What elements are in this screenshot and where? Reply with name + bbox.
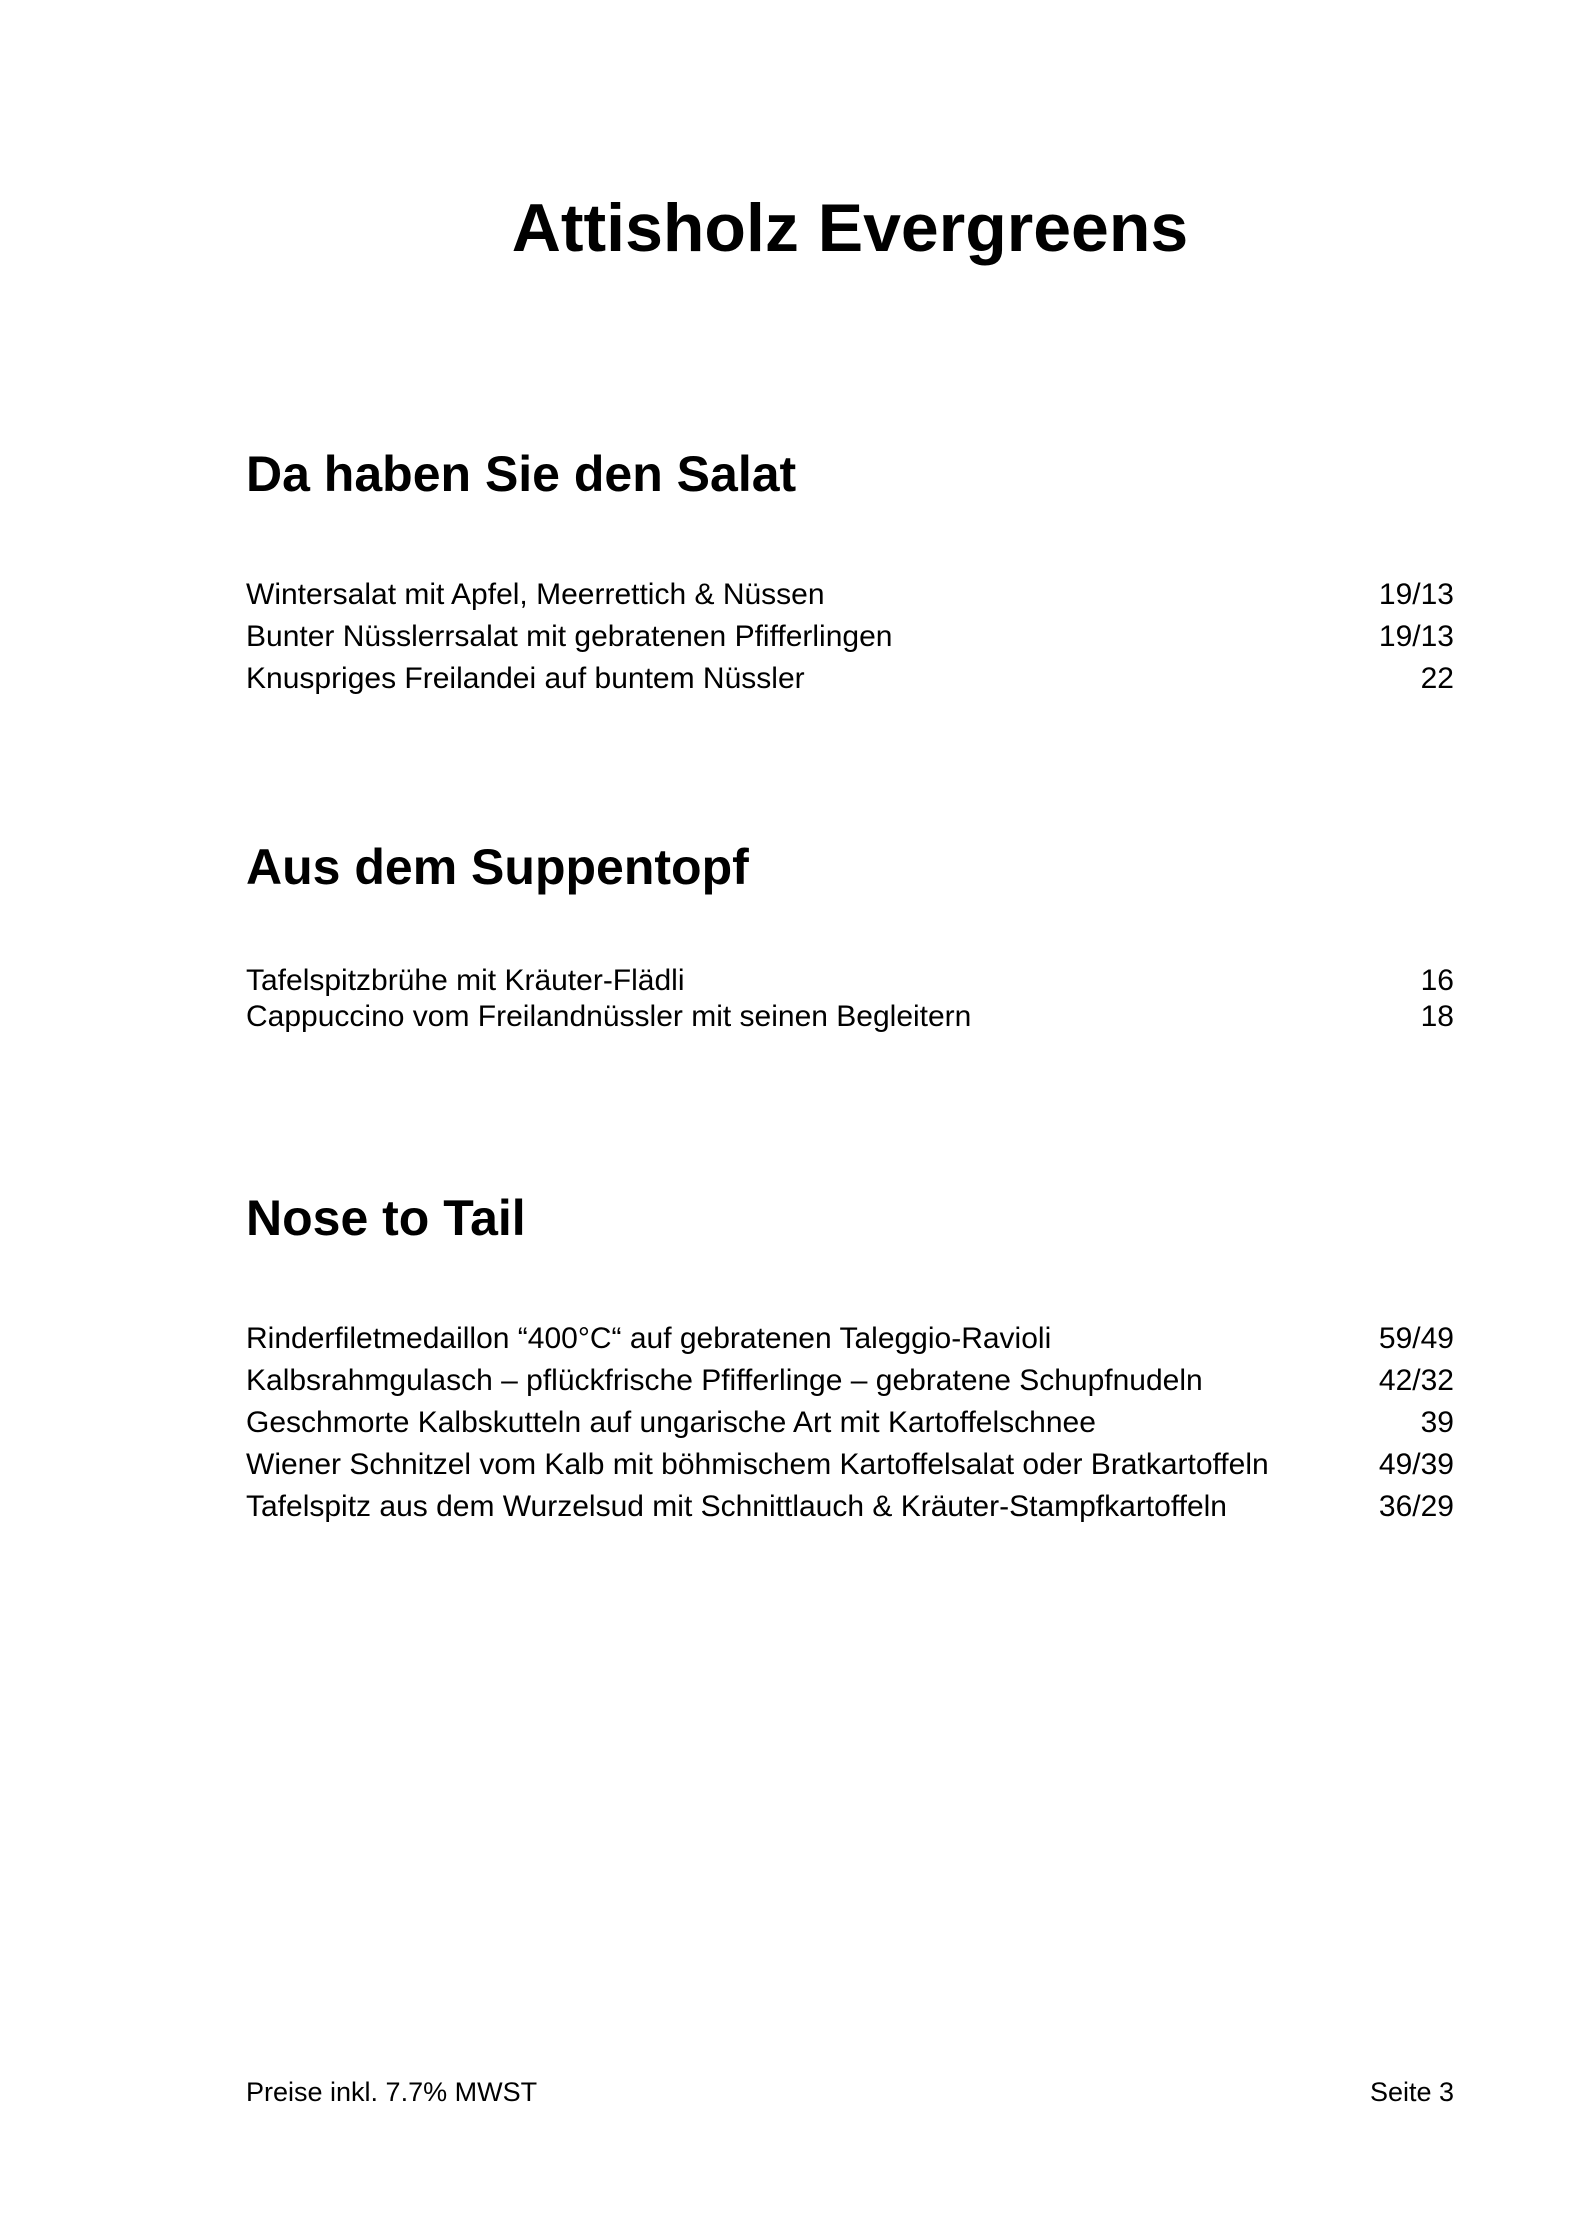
menu-item bbox=[246, 999, 1454, 1035]
menu-item bbox=[246, 616, 1454, 658]
menu-item-name: Wintersalat mit Apfel, Meerrettich & Nüssen bbox=[246, 578, 825, 611]
section-heading: Aus dem Suppentopf bbox=[246, 839, 749, 895]
menu-item-price: 19/13 bbox=[1378, 620, 1454, 653]
vat-note: Preise inkl. 7.7% MWST bbox=[246, 2077, 538, 2107]
page-title: Attisholz Evergreens bbox=[511, 190, 1189, 266]
menu-item-price: 42/32 bbox=[1378, 1364, 1454, 1397]
menu-item-name: Geschmorte Kalbskutteln auf ungarische Art mit Kartoffelschnee bbox=[246, 1406, 1096, 1439]
menu-item-name: Wiener Schnitzel vom Kalb mit böhmischem Kartoffelsalat oder Bratkartoffeln bbox=[246, 1448, 1269, 1481]
menu-item bbox=[246, 1486, 1454, 1528]
section-heading: Nose to Tail bbox=[246, 1190, 526, 1246]
section-heading: Da haben Sie den Salat bbox=[246, 446, 797, 502]
menu-item-name: Kalbsrahmgulasch – pflückfrische Pfifferlinge – gebratene Schupfnudeln bbox=[246, 1364, 1203, 1397]
menu-item bbox=[246, 963, 1454, 999]
section-salads bbox=[246, 444, 1454, 695]
menu-item-name: Tafelspitzbrühe mit Kräuter-Flädli bbox=[246, 964, 685, 997]
menu-item-name: Tafelspitz aus dem Wurzelsud mit Schnittlauch & Kräuter-Stampfkartoffeln bbox=[246, 1490, 1227, 1523]
menu-item-price: 16 bbox=[1420, 964, 1454, 997]
menu-item-name: Rinderfiletmedaillon “400°C“ auf gebratenen Taleggio-Ravioli bbox=[246, 1322, 1052, 1355]
section-soups bbox=[246, 837, 1454, 1033]
section-nose-to-tail bbox=[246, 1188, 1454, 1523]
menu-item bbox=[246, 1444, 1454, 1486]
menu-item-price: 22 bbox=[1420, 662, 1454, 695]
menu-items-list bbox=[246, 963, 1454, 1035]
menu-items-list bbox=[246, 1318, 1454, 1528]
menu-item bbox=[246, 1360, 1454, 1402]
menu-items-list bbox=[246, 574, 1454, 700]
menu-item-price: 18 bbox=[1420, 1000, 1454, 1033]
menu-item-price: 49/39 bbox=[1378, 1448, 1454, 1481]
menu-item-price: 19/13 bbox=[1378, 578, 1454, 611]
menu-item bbox=[246, 1402, 1454, 1444]
menu-item-price: 39 bbox=[1420, 1406, 1454, 1439]
page-number: Seite 3 bbox=[1369, 2077, 1454, 2107]
menu-item bbox=[246, 1318, 1454, 1360]
menu-item-price: 36/29 bbox=[1378, 1490, 1454, 1523]
menu-item-name: Bunter Nüsslerrsalat mit gebratenen Pfifferlingen bbox=[246, 620, 893, 653]
menu-item-price: 59/49 bbox=[1378, 1322, 1454, 1355]
menu-item bbox=[246, 574, 1454, 616]
menu-item-name: Knuspriges Freilandei auf buntem Nüssler bbox=[246, 662, 805, 695]
page-footer bbox=[246, 2074, 1454, 2110]
menu-item-name: Cappuccino vom Freilandnüssler mit seinen Begleitern bbox=[246, 1000, 972, 1033]
menu-item bbox=[246, 658, 1454, 700]
